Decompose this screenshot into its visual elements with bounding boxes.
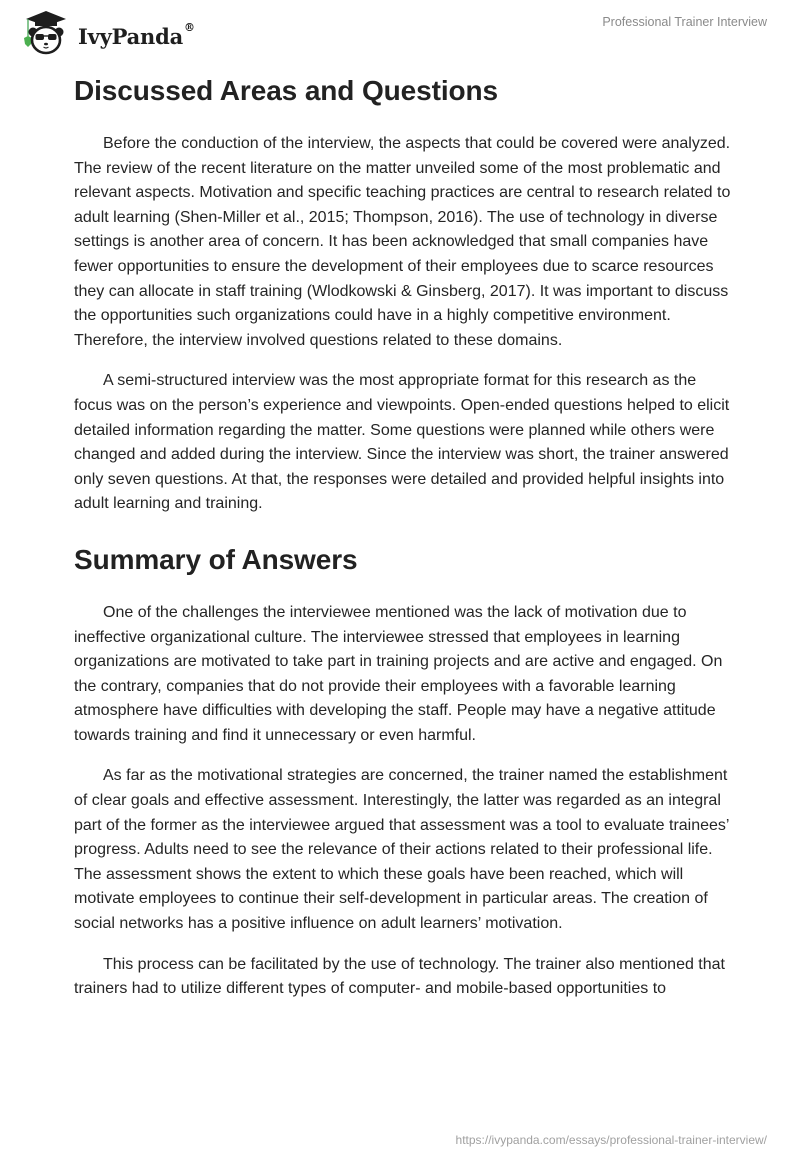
section-heading-summary-of-answers: Summary of Answers [74, 543, 358, 575]
article-body [74, 72, 734, 1018]
paragraph: This process can be facilitated by the use of technology. The trainer also mentioned that trainers had to utilize different types of computer- and mobile-based opportunities to [74, 955, 725, 998]
section-heading-discussed-areas: Discussed Areas and Questions [74, 75, 498, 106]
source-url[interactable]: https://ivypanda.com/essays/professional-trainer-interview/ [455, 1133, 767, 1147]
brand-name: IvyPanda® [78, 20, 195, 49]
registered-mark: ® [184, 20, 195, 34]
paragraph: Before the conduction of the interview, the aspects that could be covered were analyzed. The review of the recent literature on the matter unveiled some of the most problematic and relevant aspects. Motivation and specific teaching practices are central to research related to adult learning (Shen-Miller et al., 2015; Thompson, 2016). The use of technology in diverse settings is another area of concern. It has been acknowledged that small companies have fewer opportunities to ensure the development of their employees due to scarce resources they can allocate in staff training (Wlodkowski & Ginsberg, 2017). It was important to discuss the opportunities such organizations could have in a highly competitive environment. Therefore, the interview involved questions related to these domains. [74, 135, 731, 349]
paragraph: As far as the motivational strategies are concerned, the trainer named the establishment of clear goals and effective assessment. Interestingly, the latter was regarded as an integral part of the former as the interviewee argued that assessment was a tool to evaluate trainees’ progress. Adults need to see the relevance of their actions related to their professional life. The assessment shows the extent to which these goals have been reached, which will motivate employees to continue their self-development in particular areas. The creation of social networks has a positive influence on adult learners’ motivation. [74, 767, 729, 933]
document-title: Professional Trainer Interview [602, 15, 767, 29]
panda-graduate-icon [18, 8, 74, 56]
page-header [0, 0, 800, 60]
brand-logo[interactable] [18, 8, 195, 56]
paragraph: One of the challenges the interviewee mentioned was the lack of motivation due to ineffective organizational culture. The interviewee stressed that employees in learning organizations are motivated to take part in training projects and are active and engaged. On the contrary, companies that do not provide their employees with a favorable learning atmosphere have difficulties with developing the staff. People may have a negative attitude towards training and find it unnecessary or even harmful. [74, 603, 723, 744]
paragraph: A semi-structured interview was the most appropriate format for this research as the focus was on the person’s experience and viewpoints. Open-ended questions helped to elicit detailed information regarding the matter. Some questions were planned while others were changed and added during the interview. Since the interview was short, the trainer answered only seven questions. At that, the responses were detailed and provided helpful insights into adult learning and training. [74, 372, 730, 513]
